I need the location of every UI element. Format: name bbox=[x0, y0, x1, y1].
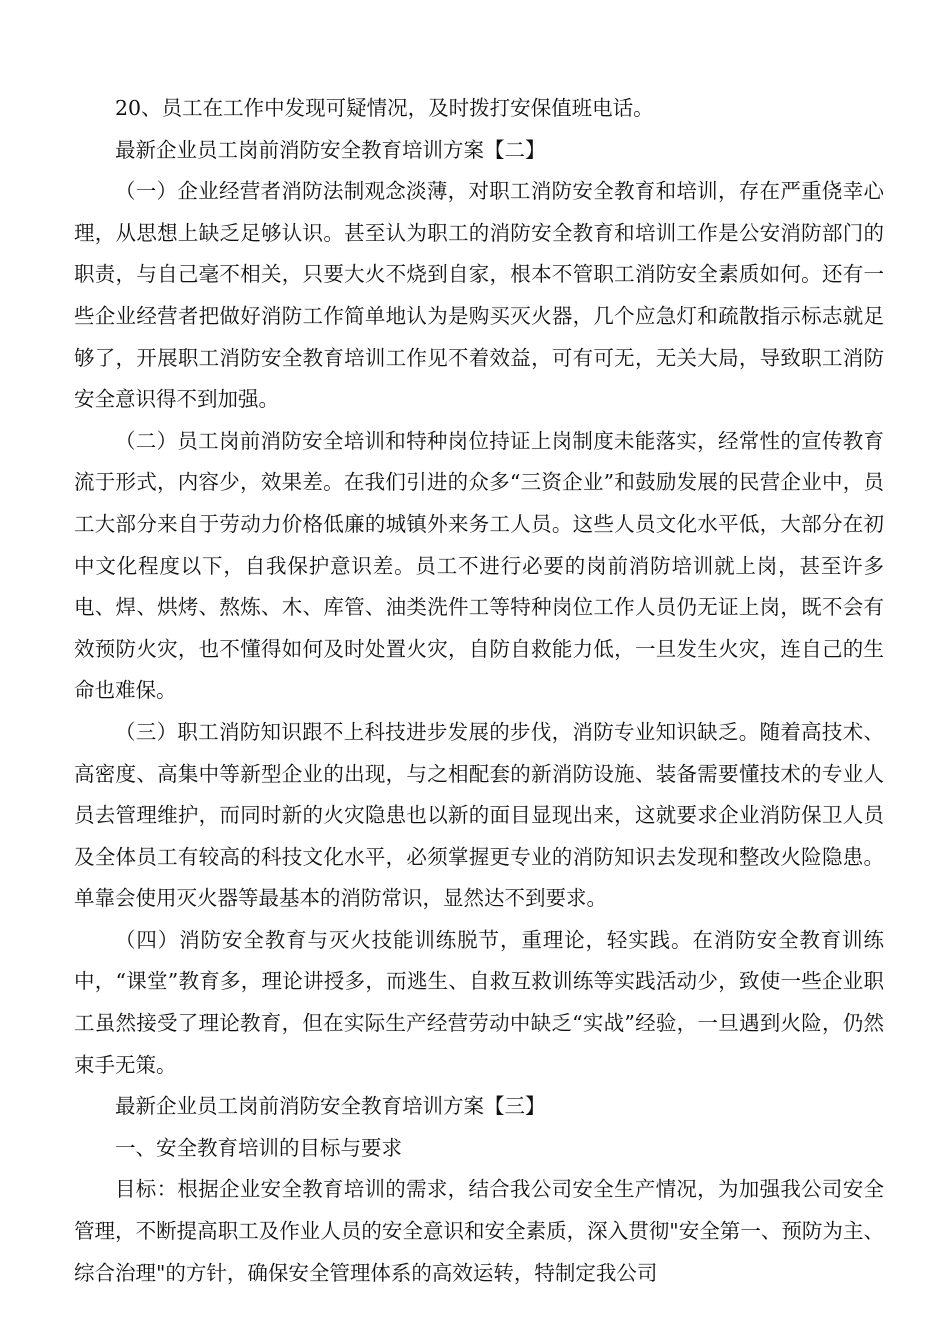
section-title-2: 最新企业员工岗前消防安全教育培训方案【二】 bbox=[115, 137, 546, 162]
paragraph-2: （二）员工岗前消防安全培训和特种岗位持证上岗制度未能落实，经常性的宣传教育流于形式，内容少，效果差。在我们引进的众多“三资企业”和鼓励发展的民营企业中，员工大部分来自于劳动力价格低廉的城镇外来务工人员。这些人员文化水平低，大部分在初中文化程度以下，自我保护意识差。员工不进行必要的岗前消防培训就上岗，甚至许多电、焊、烘烤、熬炼、木、库管、油类洗件工等特种岗位工作人员仍无证上岗，既不会有效预防火灾，也不懂得如何及时处置火灾，自防自救能力低，一旦发生火灾，连自己的生命也难保。 bbox=[74, 428, 884, 703]
document-body bbox=[74, 88, 884, 1294]
paragraph-item-20: 20、员工在工作中发现可疑情况，及时拨打安保值班电话。 bbox=[115, 96, 654, 120]
paragraph-goal: 目标：根据企业安全教育培训的需求，结合我公司安全生产情况，为加强我公司安全管理，不断提高职工及作业人员的安全意识和安全素质，深入贯彻"安全第一、预防为主、综合治理"的方针，确保安全管理体系的高效运转，特制定我公司 bbox=[74, 1177, 884, 1285]
paragraph-3: （三）职工消防知识跟不上科技进步发展的步伐，消防专业知识缺乏。随着高技术、高密度、高集中等新型企业的出现，与之相配套的新消防设施、装备需要懂技术的专业人员去管理维护，而同时新的火灾隐患也以新的面目显现出来，这就要求企业消防保卫人员及全体员工有较高的科技文化水平，必须掌握更专业的消防知识去发现和整改火险隐患。单靠会使用灭火器等最基本的消防常识，显然达不到要求。 bbox=[74, 719, 884, 911]
heading-goals: 一、安全教育培训的目标与要求 bbox=[115, 1135, 402, 1160]
paragraph-1: （一）企业经营者消防法制观念淡薄，对职工消防安全教育和培训，存在严重侥幸心理，从思想上缺乏足够认识。甚至认为职工的消防安全教育和培训工作是公安消防部门的职责，与自己毫不相关，只要大火不烧到自家，根本不管职工消防安全素质如何。还有一些企业经营者把做好消防工作简单地认为是购买灭火器，几个应急灯和疏散指示标志就足够了，开展职工消防安全教育培训工作见不着效益，可有可无，无关大局，导致职工消防安全意识得不到加强。 bbox=[74, 179, 884, 412]
section-title-3: 最新企业员工岗前消防安全教育培训方案【三】 bbox=[115, 1094, 546, 1119]
paragraph-4: （四）消防安全教育与灭火技能训练脱节，重理论，轻实践。在消防安全教育训练中，“课堂”教育多，理论讲授多，而逃生、自救互救训练等实践活动少，致使一些企业职工虽然接受了理论教育，但在实际生产经营劳动中缺乏“实战”经验，一旦遇到火险，仍然束手无策。 bbox=[74, 927, 884, 1077]
